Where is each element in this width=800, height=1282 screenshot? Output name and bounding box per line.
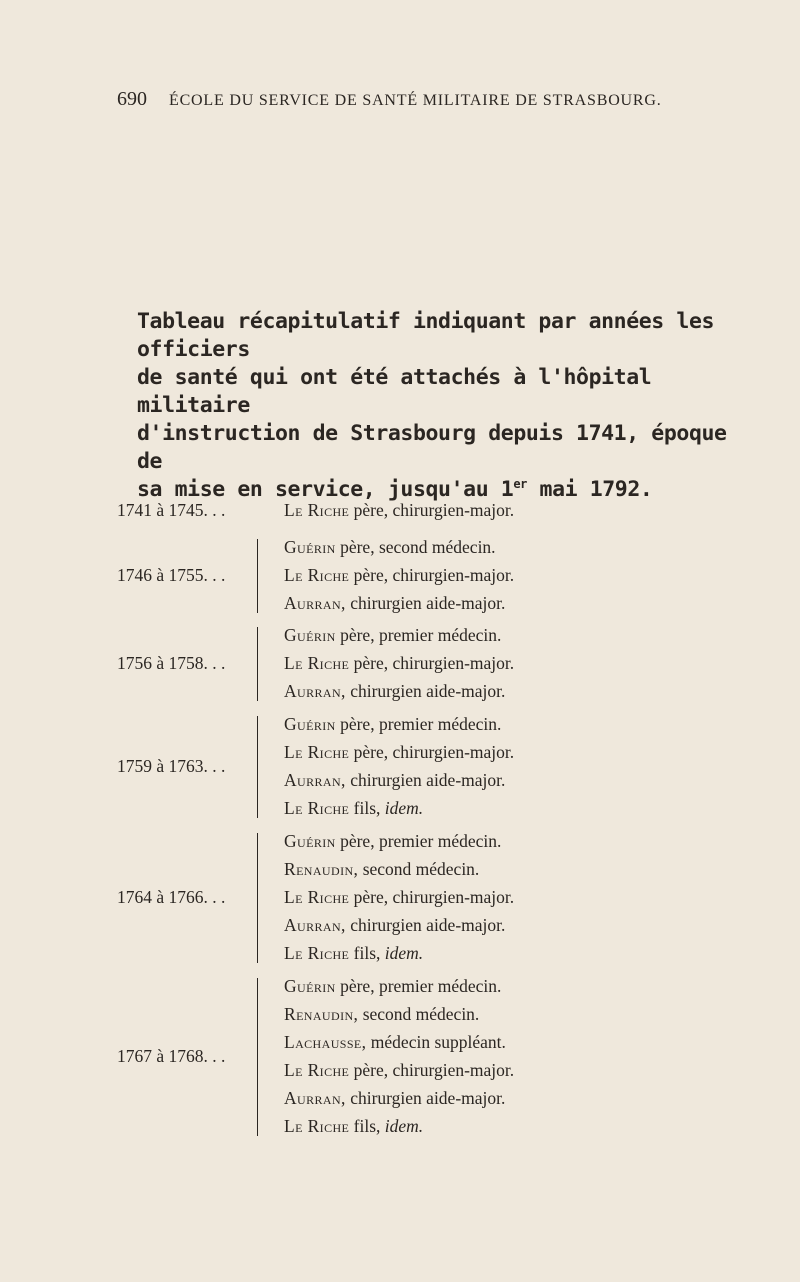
officer-name: Aurran,: [284, 681, 346, 701]
brace: [257, 539, 264, 613]
title-line-4: sa mise en service, jusqu'au 1er mai 1792.: [137, 476, 653, 502]
period-years: 1756 à 1758. . .: [117, 653, 226, 673]
officer-entry: [284, 794, 514, 822]
officer-list: [284, 621, 514, 705]
brace: [257, 978, 264, 1136]
officer-role: chirurgien aide-major.: [345, 770, 506, 790]
officer-name: Le Riche: [284, 500, 350, 520]
officer-entry: [284, 649, 514, 677]
officer-name: Le Riche: [284, 887, 350, 907]
officer-role: père, premier médecin.: [335, 976, 502, 996]
officer-entry: [284, 1028, 514, 1056]
officer-name: Guérin: [284, 625, 336, 645]
officer-entry: [284, 766, 514, 794]
officer-list: [284, 533, 514, 617]
title-line-2: de santé qui ont été attachés à l'hôpital militaire: [137, 365, 652, 418]
officer-entry: [284, 677, 514, 705]
officer-name: Guérin: [284, 976, 336, 996]
officer-role: chirurgien aide-major.: [345, 915, 506, 935]
period-years: 1759 à 1763. . .: [117, 756, 226, 776]
officer-entry: [284, 621, 514, 649]
officer-role: père, chirurgien-major.: [349, 565, 515, 585]
officer-entry: [284, 738, 514, 766]
officer-name: Le Riche: [284, 798, 350, 818]
officer-name: Le Riche: [284, 742, 350, 762]
officer-name: Aurran,: [284, 1088, 346, 1108]
officer-entry: [284, 1000, 514, 1028]
period-years: 1764 à 1766. . .: [117, 887, 226, 907]
officer-entry: [284, 710, 514, 738]
officer-entry: [284, 561, 514, 589]
officer-role: chirurgien aide-major.: [345, 1088, 506, 1108]
running-title: ÉCOLE DU SERVICE DE SANTÉ MILITAIRE DE STRASBOURG.: [169, 92, 662, 109]
period-years: 1746 à 1755. . .: [117, 565, 226, 585]
officer-role: père, chirurgien-major.: [349, 1060, 515, 1080]
officer-role: père, chirurgien-major.: [349, 742, 515, 762]
officer-name: Le Riche: [284, 653, 350, 673]
officer-role: second médecin.: [358, 859, 480, 879]
officer-name: Guérin: [284, 537, 336, 557]
officer-list: [284, 496, 514, 524]
officer-entry: [284, 883, 514, 911]
officer-role: père, chirurgien-major.: [349, 653, 515, 673]
officer-role: père, second médecin.: [335, 537, 496, 557]
page-number: 690: [117, 88, 147, 110]
period-years: 1741 à 1745. . .: [117, 500, 226, 520]
officer-role: chirurgien aide-major.: [345, 681, 506, 701]
officer-name: Le Riche: [284, 565, 350, 585]
officer-list: [284, 972, 514, 1140]
officer-role: père, chirurgien-major.: [349, 887, 515, 907]
officer-role: chirurgien aide-major.: [345, 593, 506, 613]
officer-name: Guérin: [284, 831, 336, 851]
officer-entry: [284, 855, 514, 883]
officer-name: Le Riche: [284, 1116, 350, 1136]
officer-entry: [284, 1056, 514, 1084]
officer-entry: [284, 1084, 514, 1112]
officer-entry: [284, 589, 514, 617]
officer-entry: [284, 827, 514, 855]
officer-entry: [284, 911, 514, 939]
officer-role: médecin suppléant.: [366, 1032, 506, 1052]
officer-role-idem: idem.: [380, 943, 424, 963]
title-line-3: d'instruction de Strasbourg depuis 1741, époque de: [137, 421, 727, 474]
officer-role: père, premier médecin.: [335, 625, 502, 645]
officer-name: Renaudin,: [284, 859, 359, 879]
officer-entry: [284, 939, 514, 967]
table-title: [137, 308, 737, 504]
officer-role-idem: idem.: [380, 798, 424, 818]
officer-entry: [284, 972, 514, 1000]
officer-name: Lachausse,: [284, 1032, 367, 1052]
officer-name: Aurran,: [284, 770, 346, 790]
title-line-1: Tableau récapitulatif indiquant par années les officiers: [137, 309, 715, 362]
officer-list: [284, 710, 514, 822]
brace: [257, 627, 264, 701]
officer-role: fils,: [349, 798, 381, 818]
officer-role: second médecin.: [358, 1004, 480, 1024]
officer-entry: [284, 1112, 514, 1140]
officer-entry: [284, 496, 514, 524]
period-years: 1767 à 1768. . .: [117, 1046, 226, 1066]
running-head: [117, 88, 717, 111]
brace: [257, 716, 264, 818]
officer-entry: [284, 533, 514, 561]
officer-role: père, premier médecin.: [335, 831, 502, 851]
officer-name: Le Riche: [284, 1060, 350, 1080]
officer-role: père, premier médecin.: [335, 714, 502, 734]
officer-name: Renaudin,: [284, 1004, 359, 1024]
brace: [257, 833, 264, 963]
officer-name: Guérin: [284, 714, 336, 734]
officer-name: Aurran,: [284, 593, 346, 613]
officer-role-idem: idem.: [380, 1116, 424, 1136]
officer-name: Aurran,: [284, 915, 346, 935]
officer-name: Le Riche: [284, 943, 350, 963]
officer-role: fils,: [349, 1116, 381, 1136]
officer-role: père, chirurgien-major.: [349, 500, 515, 520]
officer-role: fils,: [349, 943, 381, 963]
officer-list: [284, 827, 514, 967]
